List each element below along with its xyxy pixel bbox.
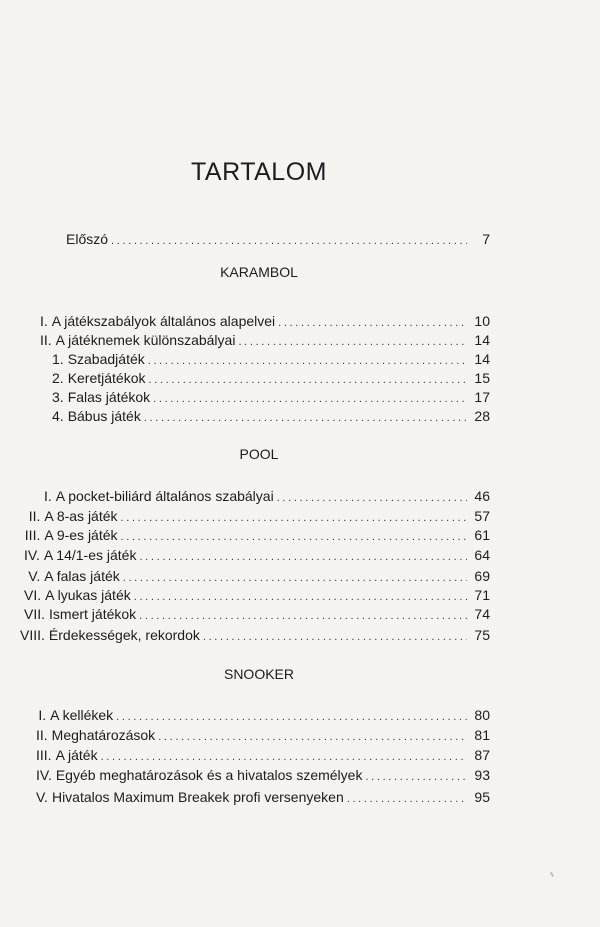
toc-entry-foreword — [66, 231, 490, 249]
toc-entry-page: 15 — [474, 370, 490, 386]
dot-leader — [365, 771, 467, 783]
toc-entry-page: 87 — [474, 747, 490, 763]
toc-entry-page: 46 — [474, 488, 490, 504]
dot-leader — [203, 631, 467, 643]
section-heading-karambol: KARAMBOL — [220, 264, 298, 280]
toc-entry-number: 3. — [52, 389, 64, 405]
toc-entry — [40, 332, 490, 350]
dot-leader — [101, 751, 467, 763]
toc-entry-page: 80 — [474, 707, 490, 723]
page-title: TARTALOM — [191, 158, 327, 186]
toc-entry-page: 61 — [474, 527, 490, 543]
dot-leader — [139, 551, 467, 563]
dot-leader — [347, 793, 467, 805]
toc-entry-label: A falas játék — [44, 568, 120, 584]
toc-entry-label: A játékszabályok általános alapelvei — [51, 313, 276, 329]
toc-entry-page: 93 — [474, 767, 490, 783]
toc-entry — [36, 767, 490, 785]
toc-entry-page: 10 — [474, 313, 490, 329]
toc-entry — [36, 707, 490, 725]
toc-entry — [24, 527, 490, 545]
paper-speck — [550, 872, 554, 877]
toc-entry-label: Előszó — [66, 231, 109, 247]
dot-leader — [121, 531, 467, 543]
dot-leader — [116, 711, 467, 723]
toc-entry-number: III. — [36, 747, 52, 763]
toc-entry-page: 69 — [474, 568, 490, 584]
toc-entry — [52, 408, 490, 426]
toc-entry-number: VIII. — [20, 627, 45, 643]
toc-entry-label: A játéknemek különszabályai — [55, 332, 236, 348]
toc-entry-number: I. — [44, 488, 52, 504]
toc-entry-page: 17 — [474, 389, 490, 405]
toc-entry — [36, 789, 490, 807]
toc-entry-label: Falas játékok — [67, 389, 151, 405]
dot-leader — [111, 235, 467, 247]
dot-leader — [153, 393, 467, 405]
toc-entry-page: 57 — [474, 508, 490, 524]
toc-entry-number: II. — [40, 332, 52, 348]
dot-leader — [121, 512, 467, 524]
toc-entry-label: Meghatározások — [51, 727, 156, 743]
toc-entry-number: IV. — [24, 547, 40, 563]
toc-entry-number: 4. — [52, 408, 64, 424]
toc-entry-page: 14 — [474, 332, 490, 348]
toc-entry-label: A 14/1-es játék — [43, 547, 137, 563]
toc-entry-page: 81 — [474, 727, 490, 743]
toc-entry-label: Hivatalos Maximum Breakek profi versenyeken — [51, 789, 344, 805]
dot-leader — [238, 336, 467, 348]
toc-entry — [24, 606, 490, 624]
toc-entry-page: 64 — [474, 547, 490, 563]
toc-entry-page: 14 — [474, 351, 490, 367]
toc-entry-number: I. — [40, 313, 48, 329]
section-heading-pool: POOL — [239, 446, 279, 462]
section-heading-snooker: SNOOKER — [223, 666, 294, 682]
toc-entry-number: III. — [24, 527, 41, 543]
toc-entry — [40, 313, 490, 331]
toc-entry-label: A játék — [55, 747, 98, 763]
toc-entry — [52, 389, 490, 407]
toc-entry — [24, 547, 490, 565]
toc-entry — [20, 627, 490, 645]
toc-entry-number: VII. — [24, 606, 46, 622]
toc-entry — [36, 747, 490, 765]
toc-entry-page: 71 — [474, 587, 490, 603]
toc-entry-number: II. — [36, 727, 48, 743]
dot-leader — [134, 591, 467, 603]
toc-entry-label: Érdekességek, rekordok — [48, 627, 200, 643]
toc-entry-label: A lyukas játék — [45, 587, 131, 603]
toc-entry-number: 1. — [52, 351, 64, 367]
toc-entry-number: I. — [38, 707, 47, 723]
toc-entry — [24, 568, 490, 586]
dot-leader — [149, 374, 467, 386]
toc-entry-number: VI. — [24, 587, 42, 603]
toc-entry — [24, 508, 490, 526]
dot-leader — [144, 412, 467, 424]
dot-leader — [123, 572, 467, 584]
toc-entry-label: Ismert játékok — [49, 606, 137, 622]
dot-leader — [139, 610, 467, 622]
toc-entry-label: Szabadjáték — [67, 351, 145, 367]
toc-entry-number: V. — [36, 789, 48, 805]
toc-entry — [52, 370, 490, 388]
toc-entry-page: 28 — [474, 408, 490, 424]
toc-entry-page: 74 — [474, 606, 490, 622]
dot-leader — [158, 731, 467, 743]
toc-entry-label: A 8-as játék — [44, 508, 118, 524]
toc-entry — [44, 488, 490, 506]
toc-entry-label: Bábus játék — [67, 408, 141, 424]
toc-entry-page: 75 — [474, 627, 490, 643]
toc-entry-label: Egyéb meghatározások és a hivatalos személyek — [55, 767, 363, 783]
toc-entry-number: II. — [28, 508, 41, 524]
toc-entry — [36, 727, 490, 745]
dot-leader — [277, 492, 467, 504]
toc-entry-page: 95 — [474, 789, 490, 805]
toc-entry — [24, 587, 490, 605]
toc-entry — [52, 351, 490, 369]
dot-leader — [148, 355, 467, 367]
toc-entry-label: A kellékek — [50, 707, 114, 723]
toc-entry-label: Keretjátékok — [67, 370, 146, 386]
toc-entry-number: IV. — [36, 767, 52, 783]
toc-entry-number: 2. — [52, 370, 64, 386]
toc-entry-page: 7 — [482, 231, 490, 247]
dot-leader — [278, 317, 467, 329]
toc-entry-label: A 9-es játék — [44, 527, 118, 543]
toc-entry-number: V. — [28, 568, 41, 584]
toc-entry-label: A pocket-biliárd általános szabályai — [55, 488, 274, 504]
